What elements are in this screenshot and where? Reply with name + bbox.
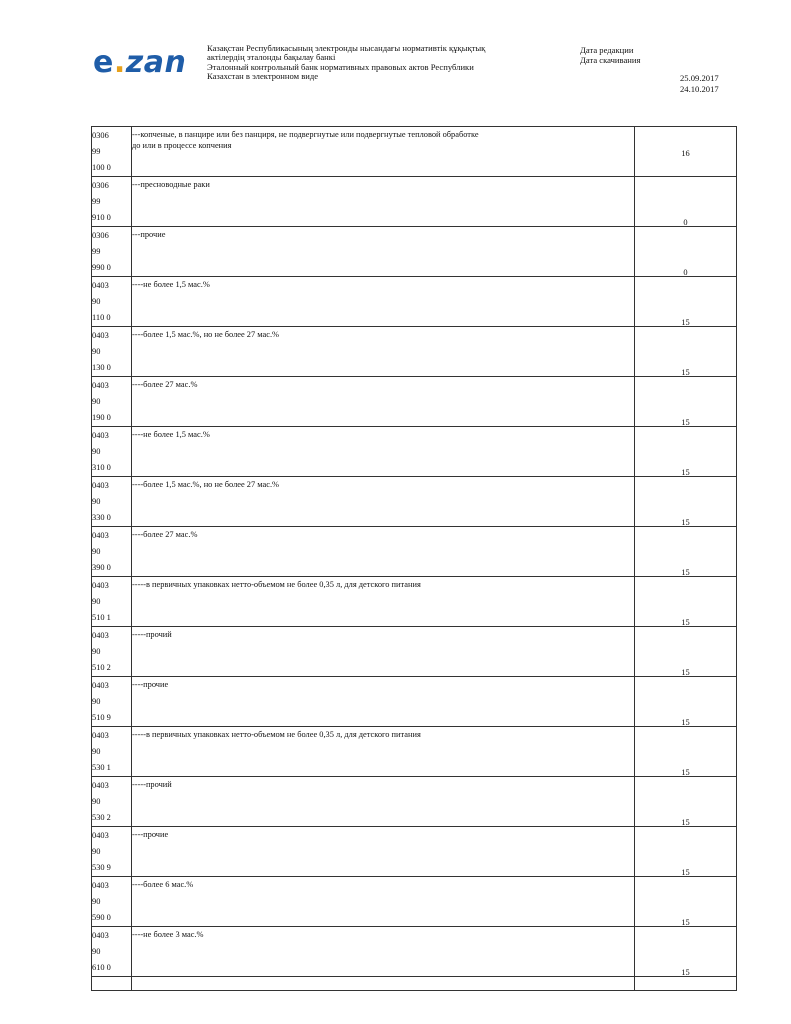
commodity-code-cell [92, 877, 132, 927]
empty-cell [92, 977, 132, 991]
commodity-code-part: 510 2 [92, 663, 111, 672]
description-cell [132, 677, 635, 727]
commodity-code-part: 90 [92, 497, 101, 506]
duty-rate-cell [635, 177, 737, 227]
table-row [92, 727, 737, 777]
commodity-code-part: 190 0 [92, 413, 111, 422]
description-line: ----более 6 мас.% [132, 880, 194, 889]
commodity-code-cell [92, 727, 132, 777]
commodity-code-cell [92, 677, 132, 727]
commodity-code-cell [92, 627, 132, 677]
description-line: ----более 27 мас.% [132, 530, 198, 539]
commodity-code-part: 0403 [92, 731, 109, 740]
duty-rate-cell [635, 877, 737, 927]
description-line: ----прочие [132, 830, 169, 839]
duty-rate-cell [635, 727, 737, 777]
description-line: -----в первичных упаковках нетто-объемом не более 0,35 л, для детского питания [132, 580, 421, 589]
description-cell [132, 227, 635, 277]
commodity-code-part: 610 0 [92, 963, 111, 972]
duty-rate-value: 15 [681, 718, 690, 727]
commodity-code-part: 990 0 [92, 263, 111, 272]
tariff-table-body [92, 127, 737, 991]
commodity-code-part: 0403 [92, 531, 109, 540]
commodity-code-part: 0403 [92, 431, 109, 440]
commodity-code-part: 90 [92, 347, 101, 356]
table-row [92, 277, 737, 327]
table-row [92, 827, 737, 877]
commodity-code-part: 90 [92, 397, 101, 406]
commodity-code-part: 100 0 [92, 163, 111, 172]
table-row [92, 177, 737, 227]
header-description [207, 44, 567, 82]
description-line: ---копченые, в панцире или без панциря, не подвергнутые или подвергнутые тепловой обработке [132, 130, 479, 139]
header-line: Казахстан в электронном виде [207, 71, 319, 82]
logo-prefix: e [93, 45, 114, 80]
commodity-code-cell [92, 527, 132, 577]
description-line: -----прочий [132, 630, 172, 639]
commodity-code-part: 0403 [92, 381, 109, 390]
commodity-code-part: 90 [92, 947, 101, 956]
table-row [92, 677, 737, 727]
commodity-code-part: 530 9 [92, 863, 111, 872]
commodity-code-part: 0403 [92, 831, 109, 840]
duty-rate-value: 15 [681, 368, 690, 377]
commodity-code-part: 390 0 [92, 563, 111, 572]
commodity-code-part: 90 [92, 897, 101, 906]
table-row [92, 427, 737, 477]
commodity-code-cell [92, 127, 132, 177]
commodity-code-part: 99 [92, 147, 101, 156]
description-line: -----прочий [132, 780, 172, 789]
table-row [92, 227, 737, 277]
description-line: -----в первичных упаковках нетто-объемом не более 0,35 л, для детского питания [132, 730, 421, 739]
description-line: ----более 1,5 мас.%, но не более 27 мас.% [132, 330, 280, 339]
commodity-code-cell [92, 277, 132, 327]
duty-rate-cell [635, 377, 737, 427]
commodity-code-cell [92, 927, 132, 977]
description-line: до или в процессе копчения [132, 141, 232, 150]
description-line: ----более 27 мас.% [132, 380, 198, 389]
commodity-code-part: 0403 [92, 931, 109, 940]
duty-rate-value: 15 [681, 668, 690, 677]
tariff-table-wrapper [91, 126, 737, 991]
commodity-code-part: 530 1 [92, 763, 111, 772]
page-header [0, 0, 791, 110]
commodity-code-part: 0403 [92, 881, 109, 890]
commodity-code-part: 0306 [92, 181, 109, 190]
commodity-code-part: 90 [92, 647, 101, 656]
description-line: ----не более 1,5 мас.% [132, 430, 210, 439]
commodity-code-cell [92, 377, 132, 427]
commodity-code-part: 90 [92, 547, 101, 556]
commodity-code-part: 0403 [92, 781, 109, 790]
logo-suffix: zan [125, 45, 187, 80]
description-line: ---прочие [132, 230, 166, 239]
table-row-empty [92, 977, 737, 991]
description-cell [132, 527, 635, 577]
duty-rate-cell [635, 577, 737, 627]
description-line: ---пресноводные раки [132, 180, 210, 189]
commodity-code-cell [92, 827, 132, 877]
duty-rate-value: 15 [681, 318, 690, 327]
tariff-table [91, 126, 737, 991]
duty-rate-cell [635, 327, 737, 377]
table-row [92, 777, 737, 827]
commodity-code-part: 910 0 [92, 213, 111, 222]
table-row [92, 577, 737, 627]
commodity-code-part: 510 9 [92, 713, 111, 722]
empty-cell [635, 977, 737, 991]
duty-rate-value: 15 [681, 968, 690, 977]
commodity-code-part: 0403 [92, 631, 109, 640]
commodity-code-cell [92, 427, 132, 477]
commodity-code-cell [92, 777, 132, 827]
duty-rate-cell [635, 827, 737, 877]
edition-date-label: Дата редакции [580, 45, 634, 55]
table-row [92, 127, 737, 177]
duty-rate-cell [635, 627, 737, 677]
download-date-label: Дата скачивания [580, 55, 641, 65]
description-cell [132, 927, 635, 977]
empty-cell [132, 977, 635, 991]
duty-rate-value: 15 [681, 418, 690, 427]
duty-rate-cell [635, 777, 737, 827]
duty-rate-cell [635, 227, 737, 277]
commodity-code-part: 0306 [92, 231, 109, 240]
download-date-value: 24.10.2017 [680, 83, 719, 94]
commodity-code-part: 0403 [92, 281, 109, 290]
meta-labels [580, 45, 640, 65]
duty-rate-value: 16 [681, 149, 690, 158]
commodity-code-part: 99 [92, 247, 101, 256]
table-row [92, 927, 737, 977]
commodity-code-cell [92, 477, 132, 527]
description-cell [132, 377, 635, 427]
meta-values [680, 73, 719, 94]
commodity-code-part: 0403 [92, 331, 109, 340]
description-cell [132, 577, 635, 627]
description-line: ----прочие [132, 680, 169, 689]
duty-rate-value: 15 [681, 818, 690, 827]
description-cell [132, 877, 635, 927]
duty-rate-cell [635, 927, 737, 977]
duty-rate-value: 0 [683, 268, 688, 277]
description-cell [132, 177, 635, 227]
commodity-code-cell [92, 227, 132, 277]
description-cell [132, 277, 635, 327]
edition-date-value: 25.09.2017 [680, 73, 719, 83]
description-cell [132, 827, 635, 877]
duty-rate-value: 15 [681, 568, 690, 577]
commodity-code-part: 310 0 [92, 463, 111, 472]
commodity-code-part: 0403 [92, 581, 109, 590]
duty-rate-cell [635, 677, 737, 727]
commodity-code-part: 590 0 [92, 913, 111, 922]
description-line: ----не более 3 мас.% [132, 930, 204, 939]
table-row [92, 627, 737, 677]
commodity-code-part: 90 [92, 847, 101, 856]
commodity-code-part: 90 [92, 747, 101, 756]
commodity-code-cell [92, 327, 132, 377]
header-line: Казақстан Республикасының электронды нысандағы нормативтік құқықтық [207, 43, 486, 53]
duty-rate-cell [635, 427, 737, 477]
logo-dot: . [113, 45, 126, 80]
table-row [92, 377, 737, 427]
header-line: актілердің эталонды бақылау банкі [207, 52, 336, 63]
table-row [92, 877, 737, 927]
commodity-code-part: 90 [92, 447, 101, 456]
commodity-code-cell [92, 577, 132, 627]
description-line: ----более 1,5 мас.%, но не более 27 мас.% [132, 480, 280, 489]
commodity-code-part: 130 0 [92, 363, 111, 372]
description-cell [132, 127, 635, 177]
commodity-code-part: 510 1 [92, 613, 111, 622]
duty-rate-cell [635, 527, 737, 577]
commodity-code-part: 110 0 [92, 313, 111, 322]
table-row [92, 477, 737, 527]
commodity-code-part: 330 0 [92, 513, 111, 522]
commodity-code-part: 0403 [92, 481, 109, 490]
commodity-code-part: 90 [92, 697, 101, 706]
commodity-code-part: 0403 [92, 681, 109, 690]
duty-rate-cell [635, 127, 737, 177]
ezan-logo [93, 45, 187, 80]
commodity-code-part: 0306 [92, 131, 109, 140]
duty-rate-value: 15 [681, 618, 690, 627]
commodity-code-part: 530 2 [92, 813, 111, 822]
header-line: Эталонный контрольный банк нормативных правовых актов Республики [207, 61, 474, 72]
commodity-code-part: 90 [92, 597, 101, 606]
description-cell [132, 727, 635, 777]
description-cell [132, 327, 635, 377]
table-row [92, 327, 737, 377]
duty-rate-value: 15 [681, 868, 690, 877]
duty-rate-value: 15 [681, 768, 690, 777]
description-cell [132, 777, 635, 827]
description-cell [132, 627, 635, 677]
description-line: ----не более 1,5 мас.% [132, 280, 210, 289]
commodity-code-part: 90 [92, 797, 101, 806]
commodity-code-cell [92, 177, 132, 227]
duty-rate-cell [635, 477, 737, 527]
commodity-code-part: 99 [92, 197, 101, 206]
duty-rate-value: 15 [681, 518, 690, 527]
duty-rate-value: 0 [683, 218, 688, 227]
duty-rate-value: 15 [681, 918, 690, 927]
duty-rate-value: 15 [681, 468, 690, 477]
description-cell [132, 477, 635, 527]
table-row [92, 527, 737, 577]
description-cell [132, 427, 635, 477]
commodity-code-part: 90 [92, 297, 101, 306]
duty-rate-cell [635, 277, 737, 327]
